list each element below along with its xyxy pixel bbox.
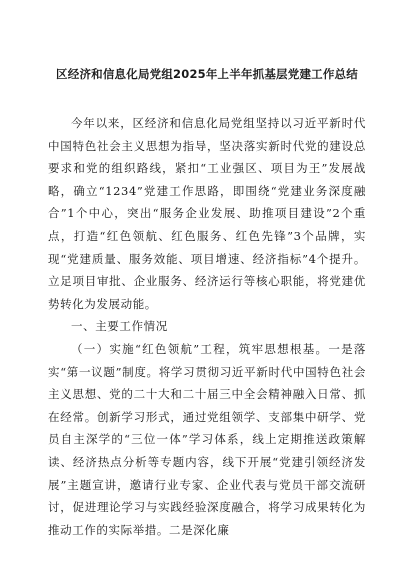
intro-paragraph: 今年以来，区经济和信息化局党组坚持以习近平新时代中国特色社会主义思想为指导，坚决落实新时代党的建设总要求和党的组织路线，紧扣“工业强区、项目为王”发展战略，确立“1234”党建工作思路，即围绕“党建业务深度融合”1个中心，突出“服务企业发展、助推项目建设”2个重点，打造“红色领航、红色服务、红色先锋”3个品牌，实现“党建质量、服务效能、项目增速、经济指标”4个提升。立足项目审批、企业服务、经济运行等核心职能，将党建优势转化为发展动能。 bbox=[48, 116, 366, 311]
section-paragraph: （一）实施“红色领航”工程，筑牢思想根基。一是落实“第一议题”制度。将学习贯彻习近平新时代中国特色社会主义思想、党的二十大和二十届三中全会精神融入日常、抓在经常。创新学习形式，通过党组领学、支部集中研学、党员自主深学的“三位一体”学习体系，线上定期推送政策解读、经济热点分析等专题内容，线下开展“党建引领经济发展”主题宣讲，邀请行业专家、企业代表与党员干部交流研讨，促进理论学习与实践经验深度融合，将学习成果转化为推动工作的实际举措。二是深化廉 bbox=[48, 341, 366, 537]
section-heading: 一、主要工作情况 bbox=[71, 319, 168, 334]
document-title: 区经济和信息化局党组2025年上半年抓基层党建工作总结 bbox=[56, 67, 358, 81]
